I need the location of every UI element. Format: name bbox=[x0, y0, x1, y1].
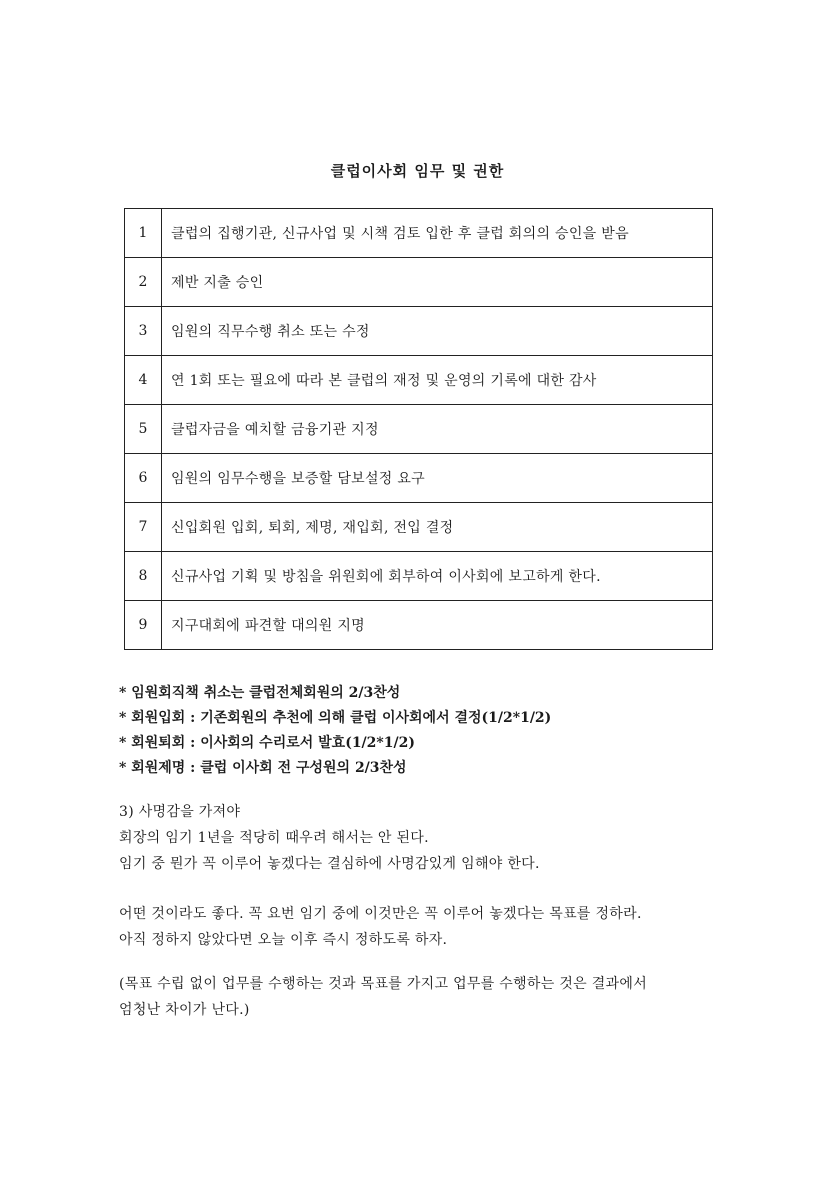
section-paragraph bbox=[119, 901, 739, 953]
row-text: 클럽의 집행기관, 신규사업 및 시책 검토 입한 후 클럽 회의의 승인을 받음 bbox=[162, 209, 713, 258]
row-number: 3 bbox=[125, 307, 162, 356]
note-item: * 회원입회 : 기존회원의 추천에 의해 클럽 이사회에서 결정(1/2*1/2) bbox=[119, 710, 552, 726]
table-row bbox=[125, 405, 713, 454]
duties-table bbox=[124, 208, 713, 650]
paragraph-line: 아직 정하지 않았다면 오늘 이후 즉시 정하도록 하자. bbox=[119, 932, 448, 948]
note-item: * 임원회직책 취소는 클럽전체회원의 2/3찬성 bbox=[119, 685, 401, 701]
row-number: 1 bbox=[125, 209, 162, 258]
row-text: 임원의 직무수행 취소 또는 수정 bbox=[162, 307, 713, 356]
table-row bbox=[125, 356, 713, 405]
row-number: 6 bbox=[125, 454, 162, 503]
row-number: 9 bbox=[125, 601, 162, 650]
row-number: 4 bbox=[125, 356, 162, 405]
note-item: * 회원퇴회 : 이사회의 수리로서 발효(1/2*1/2) bbox=[119, 735, 415, 751]
paragraph-line: 엄청난 차이가 난다.) bbox=[119, 1002, 250, 1018]
row-text: 제반 지출 승인 bbox=[162, 258, 713, 307]
row-number: 7 bbox=[125, 503, 162, 552]
row-text: 신규사업 기획 및 방침을 위원회에 회부하여 이사회에 보고하게 한다. bbox=[162, 552, 713, 601]
section-paragraph bbox=[119, 799, 739, 877]
row-text: 클럽자금을 예치할 금융기관 지정 bbox=[162, 405, 713, 454]
row-number: 8 bbox=[125, 552, 162, 601]
row-text: 임원의 임무수행을 보증할 담보설정 요구 bbox=[162, 454, 713, 503]
page-title: 클럽이사회 임무 및 권한 bbox=[330, 162, 505, 180]
paragraph-line: (목표 수립 없이 업무를 수행하는 것과 목표를 가지고 업무를 수행하는 것은 결과에서 bbox=[119, 976, 648, 992]
table-row bbox=[125, 503, 713, 552]
row-text: 지구대회에 파견할 대의원 지명 bbox=[162, 601, 713, 650]
table-row bbox=[125, 454, 713, 503]
table-row bbox=[125, 209, 713, 258]
paragraph-line: 어떤 것이라도 좋다. 꼭 요번 임기 중에 이것만은 꼭 이루어 놓겠다는 목표를 정하라. bbox=[119, 906, 642, 922]
paragraph-line: 회장의 임기 1년을 적당히 때우려 해서는 안 된다. bbox=[119, 830, 429, 846]
row-text: 연 1회 또는 필요에 따라 본 클럽의 재정 및 운영의 기록에 대한 감사 bbox=[162, 356, 713, 405]
table-row bbox=[125, 258, 713, 307]
row-number: 5 bbox=[125, 405, 162, 454]
table-row bbox=[125, 601, 713, 650]
table-row bbox=[125, 307, 713, 356]
table-row bbox=[125, 552, 713, 601]
row-text: 신입회원 입회, 퇴회, 제명, 재입회, 전입 결정 bbox=[162, 503, 713, 552]
section-heading: 3) 사명감을 가져야 bbox=[119, 804, 241, 820]
notes-list bbox=[119, 681, 739, 781]
row-number: 2 bbox=[125, 258, 162, 307]
note-item: * 회원제명 : 클럽 이사회 전 구성원의 2/3찬성 bbox=[119, 760, 407, 776]
paragraph-line: 임기 중 뭔가 꼭 이루어 놓겠다는 결심하에 사명감있게 임해야 한다. bbox=[119, 856, 540, 872]
section-paragraph bbox=[119, 971, 739, 1023]
